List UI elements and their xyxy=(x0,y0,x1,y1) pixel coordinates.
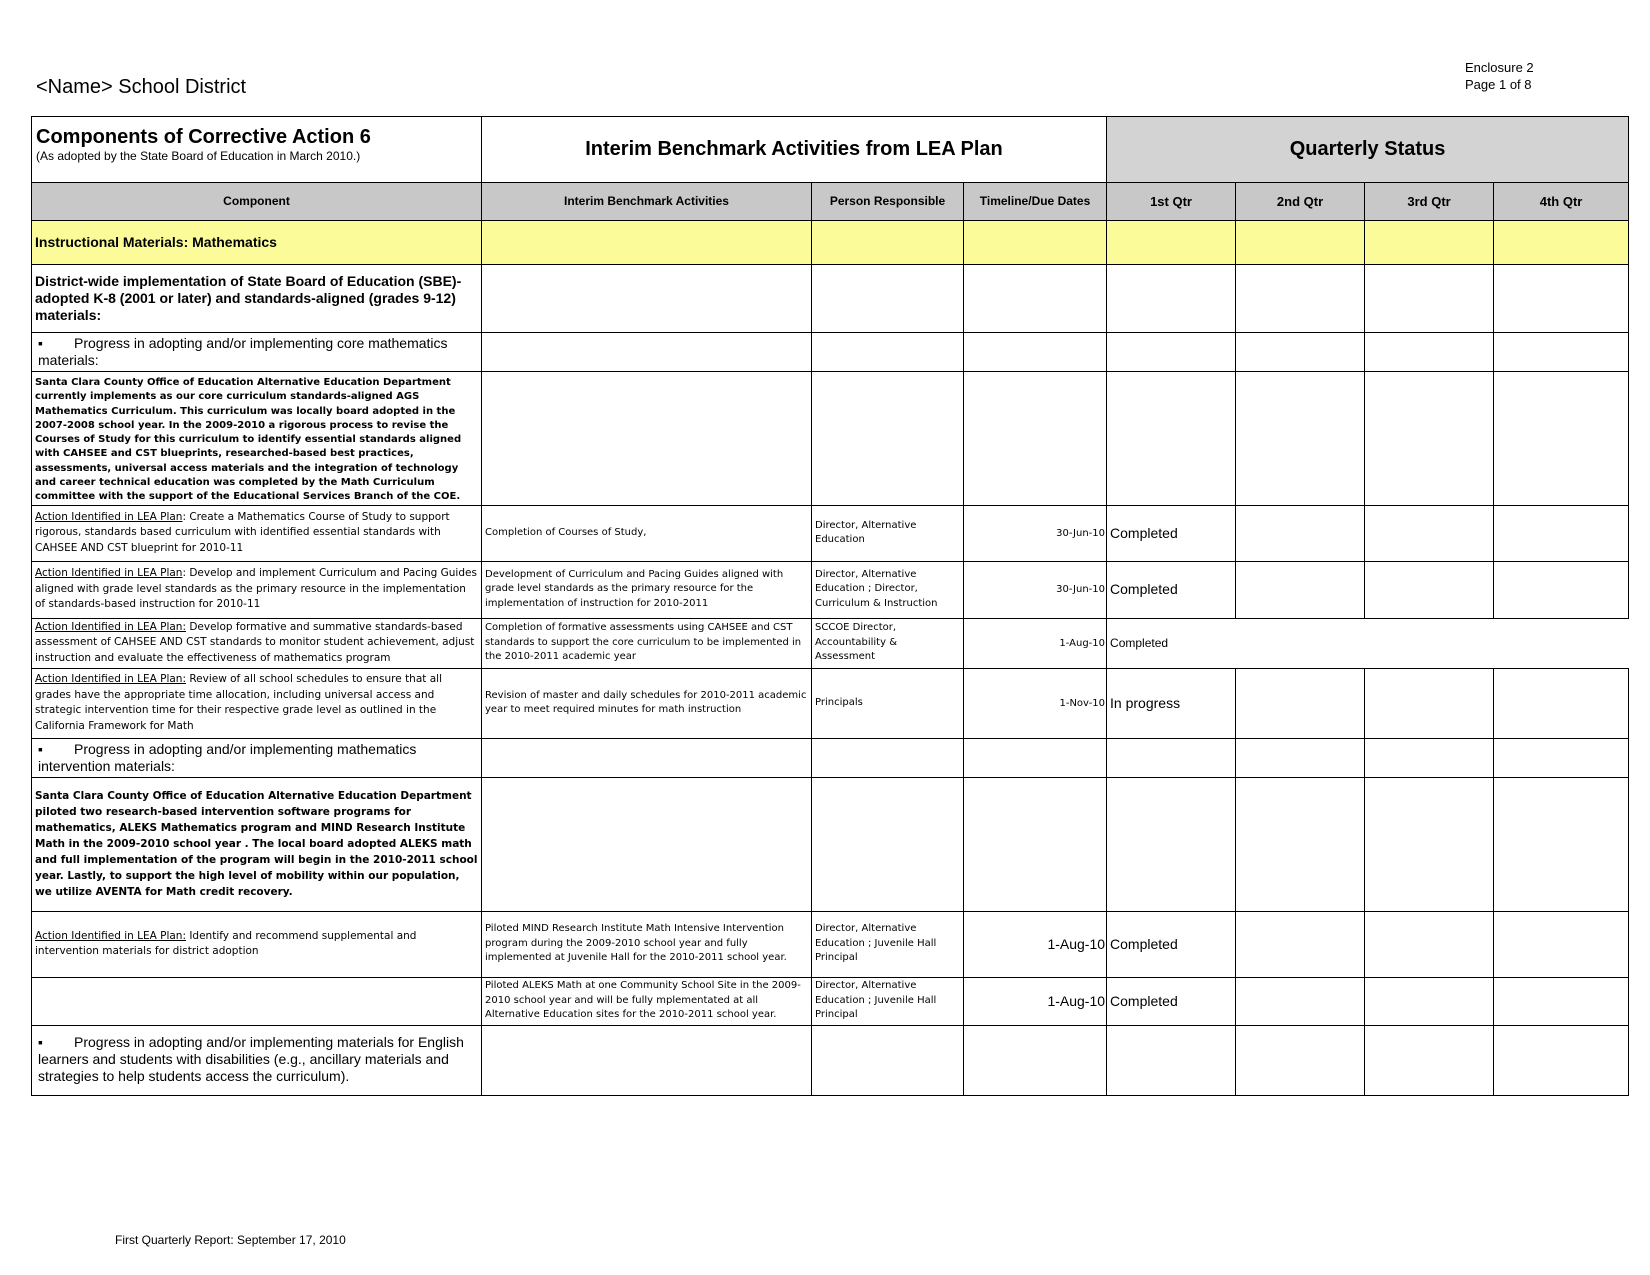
activity-5: Piloted MIND Research Institute Math Intensive Intervention program during the 2009-2010 school year and fully implemented at Juvenile Hall for the 2010-2011 school year. xyxy=(482,911,812,977)
bullet-marker: ▪ xyxy=(38,740,43,757)
column-header-row xyxy=(32,183,1629,221)
col-person: Person Responsible xyxy=(812,183,964,221)
date-5: 1-Aug-10 xyxy=(964,911,1107,977)
col-activities: Interim Benchmark Activities xyxy=(482,183,812,221)
col-timeline: Timeline/Due Dates xyxy=(964,183,1107,221)
table-row xyxy=(32,668,1629,738)
action-3: Action Identified in LEA Plan: Develop formative and summative standards-based assessment of CAHSEE AND CST standards to monitor student achievement, adjust instruction and evaluate the effectiveness of mathematics program xyxy=(32,618,482,668)
date-4: 1-Nov-10 xyxy=(964,668,1107,738)
table-row xyxy=(32,372,1629,506)
col-component: Component xyxy=(32,183,482,221)
header-meta xyxy=(1465,59,1563,93)
action-1: Action Identified in LEA Plan: Create a Mathematics Course of Study to support rigorous, standards based curriculum with identified essential standards with CAHSEE AND CST blueprint for 2010-11 xyxy=(32,505,482,561)
q1-status-1: Completed xyxy=(1107,505,1236,561)
district-wide-implementation: District-wide implementation of State Board of Education (SBE)-adopted K-8 (2001 or later) and standards-aligned (grades 9-12) materials: xyxy=(32,265,482,333)
components-subtitle: (As adopted by the State Board of Education in March 2010.) xyxy=(36,149,361,163)
activity-3: Completion of formative assessments using CAHSEE and CST standards to support the core curriculum to be implemented in the 2010-2011 academic year xyxy=(482,618,812,668)
col-q1: 1st Qtr xyxy=(1107,183,1236,221)
date-3: 1-Aug-10 xyxy=(964,618,1107,668)
activity-6: Piloted ALEKS Math at one Community School Site in the 2009-2010 school year and will be fully mplementated at all Alternative Education sites for the 2010-2011 school year. xyxy=(482,977,812,1025)
q1-status-4: In progress xyxy=(1107,668,1236,738)
person-5: Director, Alternative Education ; Juvenile Hall Principal xyxy=(812,911,964,977)
bullet-marker: ▪ xyxy=(38,1033,43,1050)
person-3: SCCOE Director, Accountability & Assessment xyxy=(812,618,964,668)
scc-intervention-programs: Santa Clara County Office of Education Alternative Education Department piloted two research-based intervention software programs for mathematics, ALEKS Mathematics program and MIND Research Institute Math in the 2009-2010 school year . The local board adopted ALEKS math and full implementation of the program will begin in the 2010-2011 school year. Lastly, to support the high level of mobility within our population, we utilize AVENTA for Math credit recovery. xyxy=(32,777,482,911)
action-2: Action Identified in LEA Plan: Develop and implement Curriculum and Pacing Guides aligned with grade level standards as the primary resource in the implementation of standards-based instruction for 2010-11 xyxy=(32,561,482,618)
bullet-marker: ▪ xyxy=(38,335,43,351)
q1-status-5: Completed xyxy=(1107,911,1236,977)
person-4: Principals xyxy=(812,668,964,738)
table-row xyxy=(32,505,1629,561)
action-4: Action Identified in LEA Plan: Review of all school schedules to ensure that all grades have the appropriate time allocation, including universal access and strategic intervention time for their respective grade level as outlined in the California Framework for Math xyxy=(32,668,482,738)
enclosure-label: Enclosure 2 xyxy=(1465,60,1534,75)
table-row xyxy=(32,911,1629,977)
date-1: 30-Jun-10 xyxy=(964,505,1107,561)
corrective-action-table xyxy=(31,116,1629,1096)
activity-2: Development of Curriculum and Pacing Guides aligned with grade level standards as the primary resource for the implementation of instruction for 2010-2011 xyxy=(482,561,812,618)
progress-core-materials: ▪ Progress in adopting and/or implementing core mathematics materials: xyxy=(32,333,482,372)
table-row xyxy=(32,618,1629,668)
table-row xyxy=(32,333,1629,372)
q1-status-6: Completed xyxy=(1107,977,1236,1025)
components-title: Components of Corrective Action 6 xyxy=(36,126,371,148)
table-row xyxy=(32,977,1629,1025)
band-row xyxy=(32,117,1629,183)
band-quarterly-status: Quarterly Status xyxy=(1107,117,1629,183)
page-number: Page 1 of 8 xyxy=(1465,77,1532,92)
scc-core-curriculum: Santa Clara County Office of Education Alternative Education Department currently implements as our core curriculum standards-aligned AGS Mathematics Curriculum. This curriculum was locally board adopted in the 2007-2008 school year. In the 2009-2010 a rigorous process to revise the Courses of Study for this curriculum to identify essential standards aligned with CAHSEE and CST blueprints, researched-based best practices, assessments, universal access materials and the integration of technology and career technical education was completed by the Math Curriculum committee with the support of the Educational Services Branch of the COE. xyxy=(32,372,482,506)
table-row xyxy=(32,738,1629,777)
date-6: 1-Aug-10 xyxy=(964,977,1107,1025)
table-row xyxy=(32,561,1629,618)
person-1: Director, Alternative Education xyxy=(812,505,964,561)
person-2: Director, Alternative Education ; Director, Curriculum & Instruction xyxy=(812,561,964,618)
table-row xyxy=(32,777,1629,911)
person-6: Director, Alternative Education ; Juvenile Hall Principal xyxy=(812,977,964,1025)
footer-report-date: First Quarterly Report: September 17, 2010 xyxy=(115,1233,346,1247)
band-components xyxy=(32,117,482,183)
action-5: Action Identified in LEA Plan: Identify and recommend supplemental and intervention materials for district adoption xyxy=(32,911,482,977)
activity-1: Completion of Courses of Study, xyxy=(482,505,812,561)
col-q4: 4th Qtr xyxy=(1494,183,1629,221)
district-title: <Name> School District xyxy=(36,76,247,98)
table-row xyxy=(32,265,1629,333)
q1-status-2: Completed xyxy=(1107,561,1236,618)
q1-status-3: Completed xyxy=(1107,618,1629,668)
date-2: 30-Jun-10 xyxy=(964,561,1107,618)
progress-el-materials: ▪ Progress in adopting and/or implementing materials for English learners and students with disabilities (e.g., ancillary materials and strategies to help students access the curriculum). xyxy=(32,1025,482,1095)
section-title: Instructional Materials: Mathematics xyxy=(32,221,482,265)
progress-intervention-materials: ▪ Progress in adopting and/or implementing mathematics intervention materials: xyxy=(32,738,482,777)
section-row xyxy=(32,221,1629,265)
band-benchmark-title: Interim Benchmark Activities from LEA Plan xyxy=(482,117,1107,183)
col-q2: 2nd Qtr xyxy=(1236,183,1365,221)
activity-4: Revision of master and daily schedules for 2010-2011 academic year to meet required minutes for math instruction xyxy=(482,668,812,738)
table-row xyxy=(32,1025,1629,1095)
col-q3: 3rd Qtr xyxy=(1365,183,1494,221)
